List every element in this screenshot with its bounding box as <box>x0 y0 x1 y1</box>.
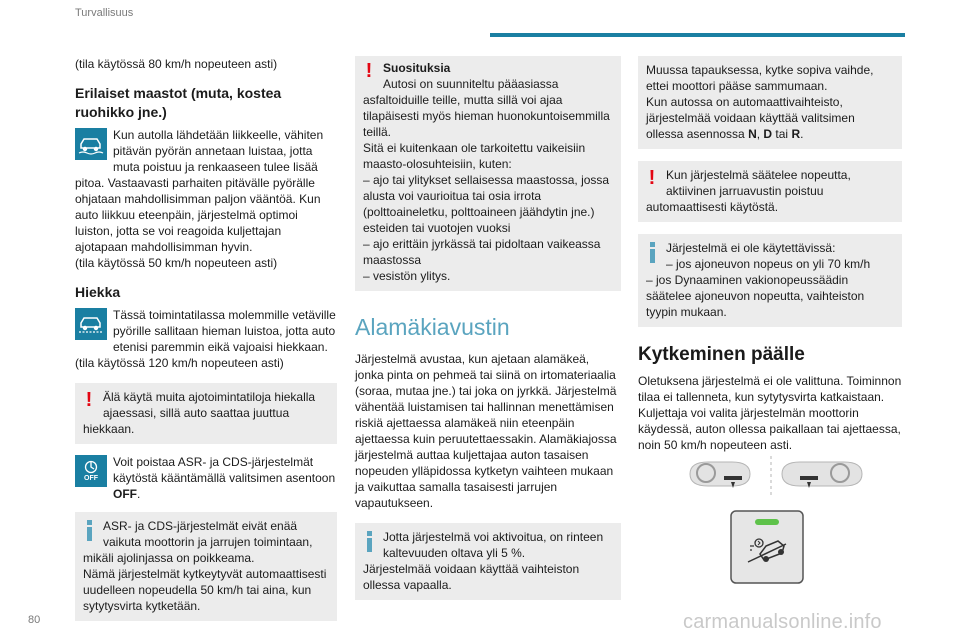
recommendation-item: – vesistön ylitys. <box>363 269 451 283</box>
heading-activation: Kytkeminen päälle <box>638 344 805 365</box>
heading-hill-descent: Alamäkiavustin <box>355 314 510 340</box>
gear-note-box <box>638 56 902 149</box>
warning-mark-icon: ! <box>648 167 656 189</box>
hill-descent-info-text-2: Järjestelmää voidaan käyttää vaihteiston ollessa vapaalla. <box>363 562 580 592</box>
heading-sand-mode: Hiekka <box>75 284 121 300</box>
warning-mark-icon: ! <box>85 389 93 411</box>
heading-mud-mode: Erilaiset maastot (muta, kostea ruohikko jne.) <box>75 85 282 120</box>
sand-mode-note: (tila käytössä 120 km/h nopeuteen asti) <box>75 356 284 370</box>
availability-intro: Järjestelmä ei ole käytettävissä: <box>666 241 836 255</box>
recommendation-box <box>355 56 621 291</box>
availability-info-box <box>638 234 902 327</box>
mud-mode-text: Kun autolla lähdetään liikkeelle, vähiten pitävän pyörän annetaan luistaa, jotta muta poistuu ja renkaaseen tulee lisää pitoa. Vastaavasti parhaiten pitävälle pyörälle ohjataan mahdollisimman paljon vääntöä. Kun auto liikkuu eteenpäin, järjestelmä optimoi luiston, jotta se voi reagoida kuljettajan ajotapaan mahdollisimman hyvin. <box>75 128 324 254</box>
sand-mode-text: Tässä toimintatilassa molemmille vetäville pyörille sallitaan hieman luistoa, jotta auto etenisi paremmin eikä vajoaisi hiekkaan. <box>113 308 336 354</box>
info-mark-icon <box>365 531 373 552</box>
sand-warning-box <box>75 383 337 444</box>
gear-r: R <box>791 127 801 141</box>
recommendation-item: – ajo tai ylitykset sellaisessa maastossa, jossa alusta voi vaurioitua tai osia irrota (polttoaineletku, polttoaineen jäähdytin jne.) esteiden tai vuotojen vuoksi <box>363 173 610 235</box>
hill-descent-info-text-1: Jotta järjestelmä voi aktivoitua, on rinteen kaltevuuden oltava yli 5 %. <box>383 530 604 560</box>
mud-mode-note: (tila käytössä 50 km/h nopeuteen asti) <box>75 256 278 270</box>
steering-wheel-icon <box>690 462 750 488</box>
off-mode-block <box>75 454 337 502</box>
off-position-label: OFF <box>113 487 137 501</box>
brake-assist-warning-text: Kun järjestelmä säätelee nopeutta, aktiivinen jarruavustin poistuu automaattisesti käytöstä. <box>646 168 851 214</box>
header-section-title: Turvallisuus <box>75 7 134 19</box>
intro-note: (tila käytössä 80 km/h nopeuteen asti) <box>75 57 278 71</box>
page-number: 80 <box>28 614 41 626</box>
asr-info-box <box>75 512 337 621</box>
dashboard-location-illustration <box>688 454 868 498</box>
gear-sep-1: , <box>756 127 764 141</box>
mud-mode-icon <box>75 128 107 160</box>
gear-note-text-2: Kun autossa on automaattivaihteisto, järjestelmää voidaan käyttää valitsimen ollessa asennossa <box>646 95 855 141</box>
activation-text: Oletuksena järjestelmä ei ole valittuna. Toiminnon tilaa ei tallenneta, kun sytytysvirta katkaistaan. Kuljettaja voi valita järjestelmän moottorin käydessä, auton ollessa paikallaan tai ajettaessa, noin 50 km/h nopeuteen asti. <box>638 374 902 452</box>
sand-mode-block <box>75 307 337 355</box>
steering-wheel-icon <box>782 462 862 488</box>
off-mode-end: . <box>137 487 141 501</box>
recommendation-item: – ajo erittäin jyrkässä tai pidoltaan vaikeassa maastossa <box>363 237 601 267</box>
gear-sep-2: tai <box>772 127 792 141</box>
brake-assist-warning-box <box>638 161 902 222</box>
off-mode-text: Voit poistaa ASR- ja CDS-järjestelmät käytöstä kääntämällä valitsimen asentoon <box>113 455 336 485</box>
column-1 <box>75 56 337 621</box>
column-3 <box>638 56 902 453</box>
gear-note-text-1: Muussa tapauksessa, kytke sopiva vaihde, ettei moottori pääse sammumaan. <box>646 63 874 93</box>
info-mark-icon <box>85 520 93 541</box>
gear-note-end: . <box>800 127 804 141</box>
asr-info-text-2: Nämä järjestelmät kytkeytyvät automaattisesti uudelleen nopeudella 50 km/h tai aina, kun sytytysvirta kytketään. <box>83 567 327 613</box>
off-icon-label: OFF <box>84 475 98 482</box>
indicator-light <box>755 519 779 525</box>
header-accent-bar <box>490 33 905 37</box>
warning-mark-icon: ! <box>365 60 373 82</box>
sand-mode-icon <box>75 308 107 340</box>
sand-warning-text: Älä käytä muita ajotoimintatiloja hiekalla ajaessasi, sillä auto saattaa juuttua hiekkaan. <box>83 390 316 436</box>
availability-item: – jos ajoneuvon nopeus on yli 70 km/h <box>666 257 871 271</box>
recommendation-text-1: Autosi on suunniteltu pääasiassa asfaltoiduille teille, mutta sillä voi ajaa tilapäisesti myös hieman huonokuntoisemmilla teillä. <box>363 77 610 139</box>
column-2 <box>355 56 621 600</box>
recommendation-text-2: Sitä ei kuitenkaan ole tarkoitettu vaikeisiin maasto-olosuhteisiin, kuten: <box>363 141 586 171</box>
gear-n: N <box>748 127 757 141</box>
hill-descent-button-illustration <box>730 510 804 584</box>
hill-descent-info-box <box>355 523 621 600</box>
off-mode-icon <box>75 455 107 487</box>
mud-mode-block <box>75 127 337 255</box>
gear-d: D <box>763 127 773 141</box>
info-mark-icon <box>648 242 656 263</box>
asr-info-text-1: ASR- ja CDS-järjestelmät eivät enää vaikuta moottorin ja jarrujen toimintaan, mikäli ajolinjassa on poikkeama. <box>83 519 313 565</box>
hill-descent-text: Järjestelmä avustaa, kun ajetaan alamäkeä, jonka pinta on pehmeä tai siinä on irtomateriaalia (soraa, mutaa jne.) tai joka on jyrkkä. Järjestelmä vähentää luistamisen tai hallinnan menettämisen riskiä ajettaessa alamäkeä niin eteenpäin ajettaessa kuin peruutettaessakin. Alamäkiajossa järjestelmä auttaa kuljettajaa auton tasaisen nopeuden ylläpidossa kytketyn vaihteen mukaan ja vaikuttaa samalla tasaisesti jarrujen vapautukseen. <box>355 352 617 510</box>
recommendation-title: Suosituksia <box>383 61 451 75</box>
availability-item: – jos Dynaaminen vakionopeussäädin säätelee ajoneuvon nopeutta, vaihteiston tyypin mukaan. <box>646 273 865 319</box>
watermark-text: carmanualsonline.info <box>683 611 882 633</box>
